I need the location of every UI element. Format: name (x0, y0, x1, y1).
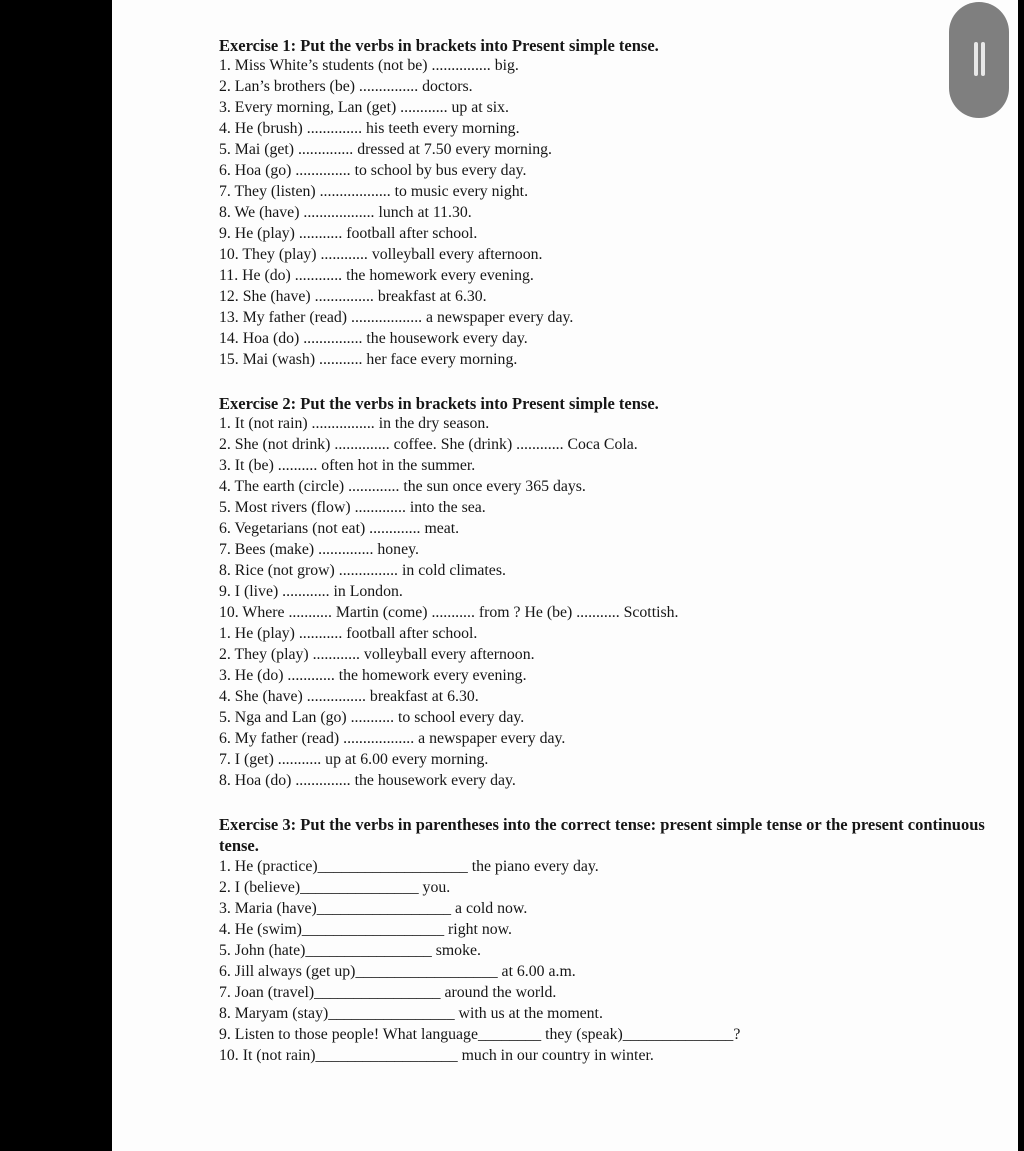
exercise-item: 6. Hoa (go) .............. to school by bus every day. (219, 162, 527, 179)
exercise-item: 5. John (hate)________________ smoke. (219, 942, 481, 959)
exercise-item: 10. Where ........... Martin (come) ........... from ? He (be) ........... Scottish. (219, 604, 679, 621)
exercise-item: 7. Bees (make) .............. honey. (219, 541, 419, 558)
exercise-item: 7. Joan (travel)________________ around the world. (219, 984, 557, 1001)
exercise-title: Exercise 3: Put the verbs in parentheses into the correct tense: present simple tense or the present continuous tense. (219, 815, 985, 855)
exercise-item: 6. My father (read) .................. a newspaper every day. (219, 730, 566, 747)
exercise-item: 7. I (get) ........... up at 6.00 every morning. (219, 751, 489, 768)
exercise-item: 1. He (play) ........... football after school. (219, 625, 478, 642)
exercise-item: 8. Hoa (do) .............. the housework every day. (219, 772, 516, 789)
exercise-item: 9. He (play) ........... football after school. (219, 225, 478, 242)
exercise-item: 15. Mai (wash) ........... her face every morning. (219, 351, 518, 368)
exercise-item: 2. Lan’s brothers (be) ............... doctors. (219, 78, 473, 95)
exercise-title: Exercise 1: Put the verbs in brackets into Present simple tense. (219, 36, 659, 55)
exercise-item: 8. We (have) .................. lunch at 11.30. (219, 204, 472, 221)
exercise-1 (219, 36, 989, 370)
exercise-item: 12. She (have) ............... breakfast at 6.30. (219, 288, 487, 305)
exercise-item: 10. They (play) ............ volleyball every afternoon. (219, 246, 543, 263)
exercise-items (219, 55, 989, 370)
exercise-item: 1. It (not rain) ................ in the dry season. (219, 415, 490, 432)
exercise-item: 5. Mai (get) .............. dressed at 7.50 every morning. (219, 141, 552, 158)
exercise-item: 4. The earth (circle) ............. the sun once every 365 days. (219, 478, 586, 495)
exercise-items (219, 856, 989, 1066)
exercise-item: 6. Jill always (get up)__________________ at 6.00 a.m. (219, 963, 576, 980)
exercise-item: 3. It (be) .......... often hot in the summer. (219, 457, 476, 474)
exercise-item: 1. Miss White’s students (not be) ............... big. (219, 57, 519, 74)
exercise-item: 8. Maryam (stay)________________ with us at the moment. (219, 1005, 603, 1022)
exercise-item: 4. He (swim)__________________ right now. (219, 921, 512, 938)
exercise-title: Exercise 2: Put the verbs in brackets into Present simple tense. (219, 394, 659, 413)
exercise-item: 2. She (not drink) .............. coffee. She (drink) ............ Coca Cola. (219, 436, 638, 453)
exercise-item: 3. Every morning, Lan (get) ............ up at six. (219, 99, 509, 116)
exercise-item: 5. Most rivers (flow) ............. into the sea. (219, 499, 486, 516)
exercise-item: 13. My father (read) .................. a newspaper every day. (219, 309, 574, 326)
exercise-item: 9. Listen to those people! What language________ they (speak)______________? (219, 1026, 741, 1043)
exercise-item: 6. Vegetarians (not eat) ............. meat. (219, 520, 460, 537)
exercise-item: 4. She (have) ............... breakfast at 6.30. (219, 688, 479, 705)
exercise-item: 5. Nga and Lan (go) ........... to school every day. (219, 709, 525, 726)
exercise-item: 3. He (do) ............ the homework every evening. (219, 667, 527, 684)
exercise-item: 2. I (believe)_______________ you. (219, 879, 451, 896)
exercise-item: 1. He (practice)___________________ the piano every day. (219, 858, 599, 875)
exercise-item: 11. He (do) ............ the homework every evening. (219, 267, 534, 284)
exercise-items (219, 413, 989, 791)
exercise-item: 8. Rice (not grow) ............... in cold climates. (219, 562, 506, 579)
exercise-item: 7. They (listen) .................. to music every night. (219, 183, 529, 200)
exercise-item: 10. It (not rain)__________________ much in our country in winter. (219, 1047, 654, 1064)
exercise-3 (219, 814, 989, 1066)
exercise-item: 4. He (brush) .............. his teeth every morning. (219, 120, 520, 137)
exercise-item: 3. Maria (have)_________________ a cold now. (219, 900, 528, 917)
exercise-item: 14. Hoa (do) ............... the housework every day. (219, 330, 528, 347)
exercise-item: 9. I (live) ............ in London. (219, 583, 403, 600)
exercise-item: 2. They (play) ............ volleyball every afternoon. (219, 646, 535, 663)
exercise-2 (219, 394, 989, 791)
